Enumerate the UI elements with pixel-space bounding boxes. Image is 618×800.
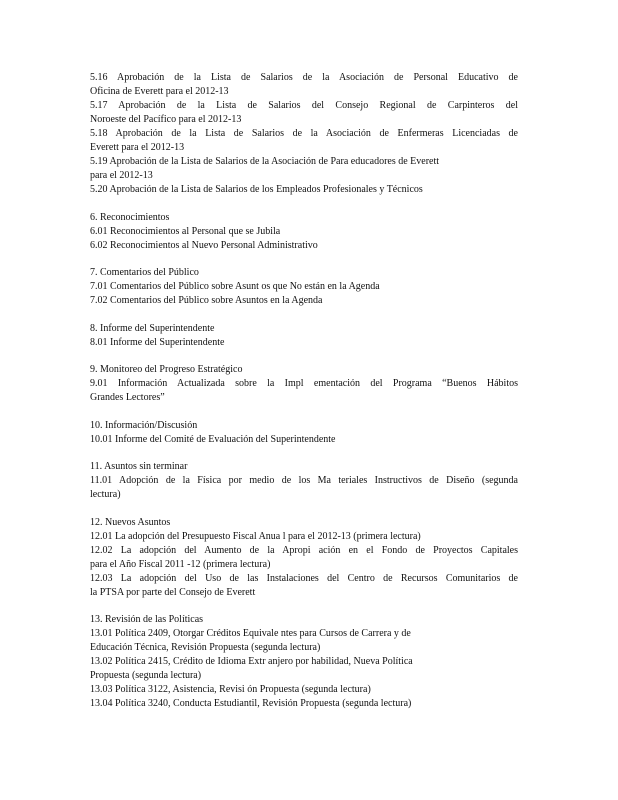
agenda-line: Educación Técnica, Revisión Propuesta (segunda lectura) [90,642,321,653]
agenda-line: Everett para el 2012-13 [90,142,185,153]
agenda-line: 5.16 Aprobación de la Lista de Salarios de la Asociación de Personal Educativo de [90,72,518,83]
agenda-line: 13.04 Política 3240, Conducta Estudiantil, Revisión Propuesta (segunda lectura) [90,698,412,709]
agenda-line: 10.01 Informe del Comité de Evaluación del Superintendente [90,433,336,445]
agenda-line: 13.01 Política 2409, Otorgar Créditos Equivale ntes para Cursos de Carrera y de [90,628,411,639]
section-heading: 8. Informe del Superintendente [90,322,215,334]
section-information-discussion [90,419,518,447]
section-new-business [90,516,518,600]
agenda-line: para el 2012-13 [90,170,153,181]
agenda-line: 12.02 La adopción del Aumento de la Apropi ación en el Fondo de Proyectos Capitales [90,544,518,556]
agenda-line: 9.01 Información Actualizada sobre la Impl ementación del Programa “Buenos Hábitos [90,378,518,389]
section-strategic-monitoring [90,363,518,405]
section-heading: 10. Información/Discusión [90,419,198,431]
section-policy-review [90,613,518,711]
section-heading: 6. Reconocimientos [90,211,170,223]
section-heading: 7. Comentarios del Público [90,267,199,278]
agenda-line: 5.18 Aprobación de la Lista de Salarios de la Asociación de Enfermeras Licenciadas de [90,128,518,139]
agenda-line: 11.01 Adopción de la Física por medio de los Ma teriales Instructivos de Diseño (segunda [90,475,518,486]
agenda-line: para el Año Fiscal 2011 -12 (primera lectura) [90,558,271,570]
agenda-line: lectura) [90,489,121,500]
section-salary-lists [90,71,518,197]
section-heading: 13. Revisión de las Políticas [90,614,204,625]
agenda-line: 7.01 Comentarios del Público sobre Asunt os que No están en la Agenda [90,281,380,292]
agenda-line: Propuesta (segunda lectura) [90,670,202,681]
agenda-line: la PTSA por parte del Consejo de Everett [90,586,256,598]
agenda-line: Noroeste del Pacífico para el 2012-13 [90,114,242,125]
agenda-line: 13.03 Política 3122, Asistencia, Revisi ón Propuesta (segunda lectura) [90,684,371,695]
agenda-document [90,71,518,725]
agenda-line: 5.20 Aprobación de la Lista de Salarios de los Empleados Profesionales y Técnicos [90,184,423,195]
agenda-line: Oficina de Everett para el 2012-13 [90,86,229,97]
agenda-line: 6.02 Reconocimientos al Nuevo Personal Administrativo [90,239,318,251]
section-public-comments [90,266,518,308]
agenda-line: 6.01 Reconocimientos al Personal que se Jubila [90,225,281,237]
section-recognitions [90,211,518,253]
agenda-line: 13.02 Política 2415, Crédito de Idioma Extr anjero por habilidad, Nueva Política [90,656,413,667]
agenda-line: 5.19 Aprobación de la Lista de Salarios de la Asociación de Para educadores de Everett [90,156,440,167]
agenda-line: 7.02 Comentarios del Público sobre Asuntos en la Agenda [90,295,323,306]
section-heading: 12. Nuevos Asuntos [90,516,171,528]
section-heading: 9. Monitoreo del Progreso Estratégico [90,364,243,375]
section-heading: 11. Asuntos sin terminar [90,461,188,472]
agenda-line: 8.01 Informe del Superintendente [90,336,225,348]
section-unfinished-business [90,460,518,502]
agenda-line: 12.01 La adopción del Presupuesto Fiscal Anua l para el 2012-13 (primera lectura) [90,530,421,542]
agenda-line: 5.17 Aprobación de la Lista de Salarios del Consejo Regional de Carpinteros del [90,100,518,111]
agenda-line: Grandes Lectores” [90,392,165,403]
agenda-line: 12.03 La adopción del Uso de las Instalaciones del Centro de Recursos Comunitarios de [90,572,518,584]
section-superintendent-report [90,322,518,350]
